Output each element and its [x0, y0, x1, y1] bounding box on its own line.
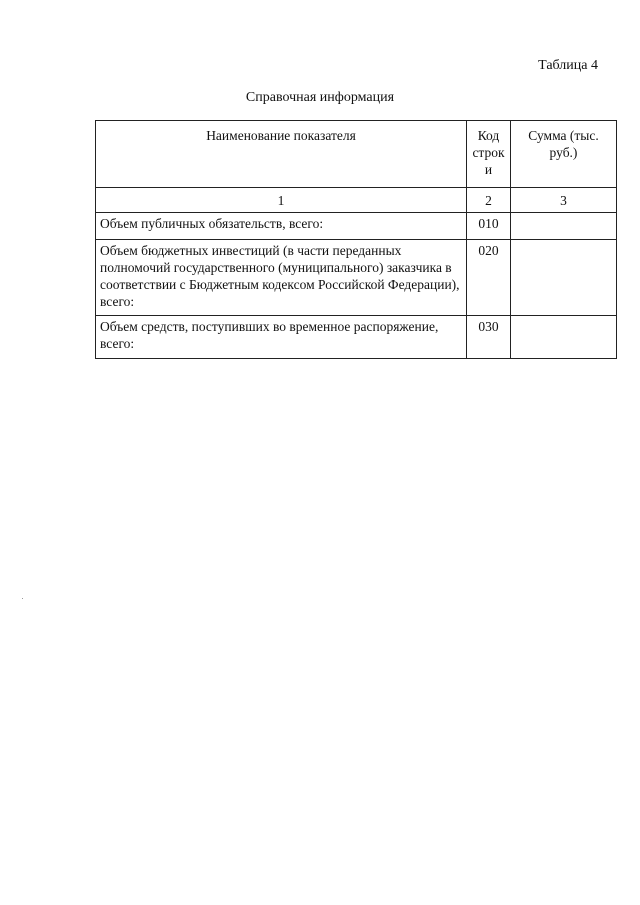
column-number-1: 1	[96, 188, 467, 213]
scan-speck	[22, 598, 23, 599]
table-row	[96, 316, 617, 359]
row-code: 010	[467, 213, 511, 240]
row-name: Объем бюджетных инвестиций (в части переданных полномочий государственного (муниципального) заказчика в соответствии с Бюджетным кодексом Российской Федерации), всего:	[96, 240, 467, 316]
header-line-code: Код строк и	[467, 121, 511, 188]
column-number-3: 3	[511, 188, 617, 213]
row-code: 020	[467, 240, 511, 316]
table-caption: Справочная информация	[245, 90, 395, 105]
row-code: 030	[467, 316, 511, 359]
reference-info-table	[95, 120, 617, 359]
row-name: Объем публичных обязательств, всего:	[96, 213, 467, 240]
row-name: Объем средств, поступивших во временное распоряжение, всего:	[96, 316, 467, 359]
table-row	[96, 240, 617, 316]
header-amount: Сумма (тыс. руб.)	[511, 121, 617, 188]
table-header-row	[96, 121, 617, 188]
row-amount	[511, 213, 617, 240]
table-row	[96, 213, 617, 240]
row-amount	[511, 240, 617, 316]
table-number: Таблица 4	[538, 58, 598, 73]
column-number-2: 2	[467, 188, 511, 213]
column-number-row	[96, 188, 617, 213]
row-amount	[511, 316, 617, 359]
header-indicator-name: Наименование показателя	[96, 121, 467, 188]
